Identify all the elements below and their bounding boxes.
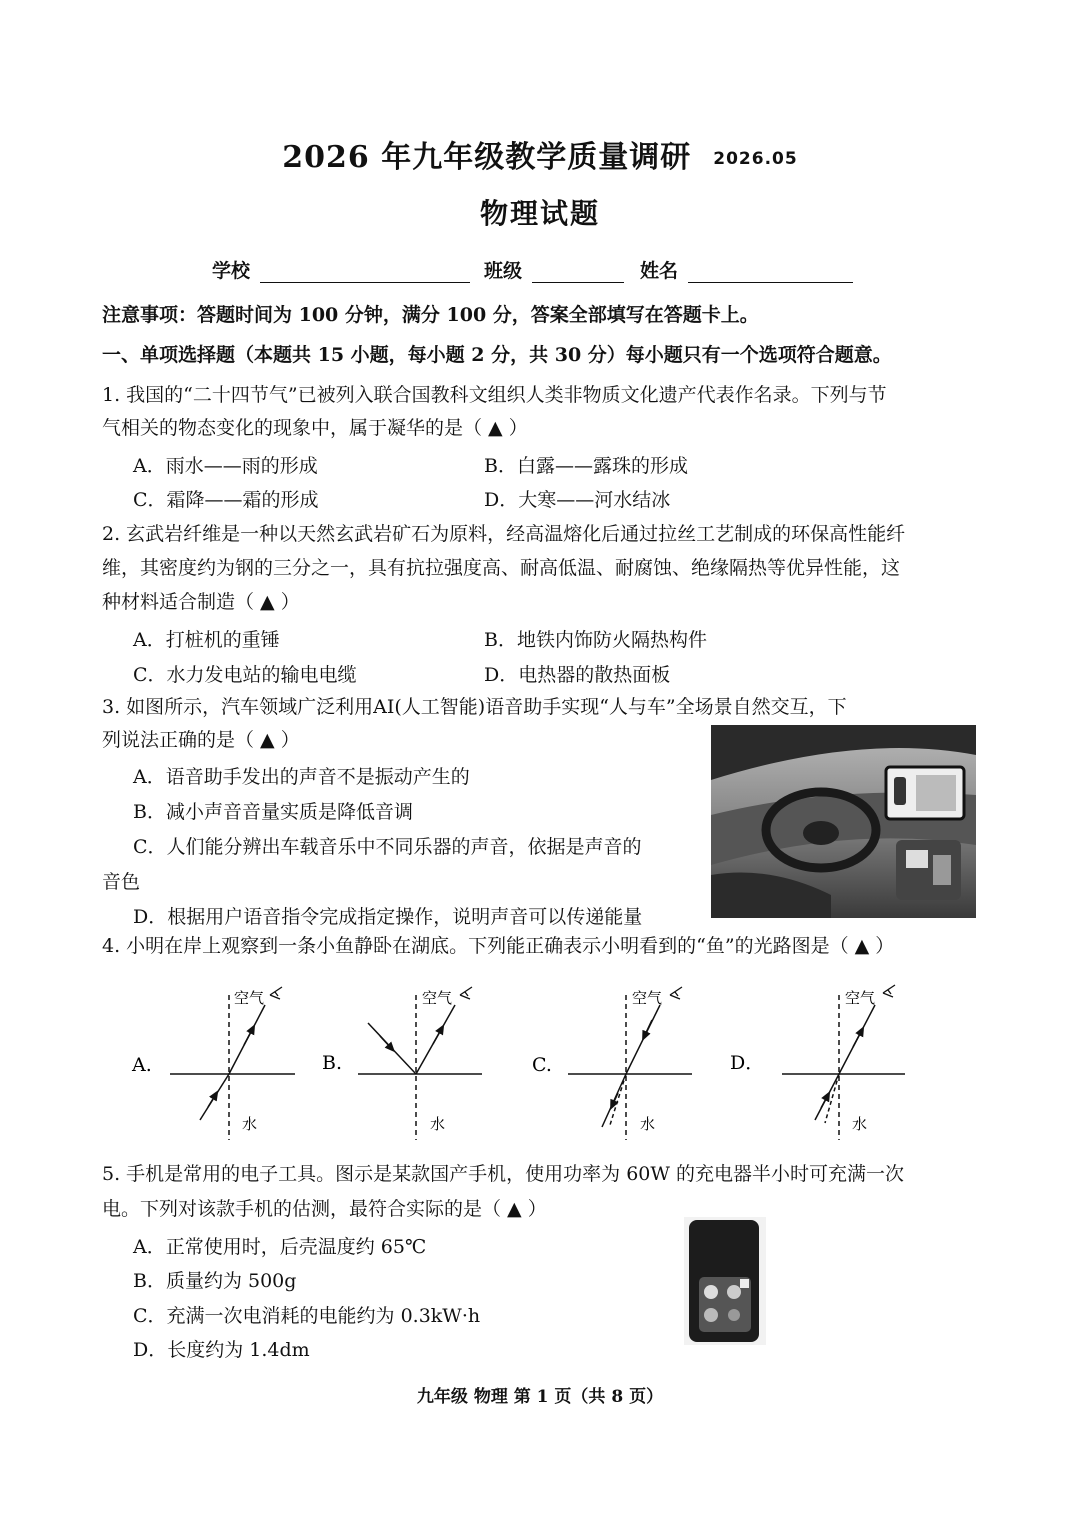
section-heading: 一、单项选择题（本题共 15 小题，每小题 2 分，共 30 分）每小题只有一个选项符合题意。: [102, 344, 892, 366]
diagram-b-air-label: 空气: [422, 989, 453, 1007]
notice-text: 注意事项：答题时间为 100 分钟，满分 100 分，答案全部填写在答题卡上。: [102, 304, 759, 326]
school-field: [212, 256, 470, 283]
q1-option-b[interactable]: B．白露——露珠的形成: [484, 455, 688, 477]
exam-date: 2026.05: [713, 149, 798, 169]
diagram-d-air-label: 空气: [845, 989, 876, 1007]
car-interior-image: [711, 725, 976, 918]
class-field: [484, 256, 624, 283]
diagram-a-air-label: 空气: [234, 989, 265, 1007]
q4-light-path-diagrams: [120, 975, 920, 1145]
diagram-a-label[interactable]: A.: [132, 1054, 152, 1076]
title-text: 2026 年九年级教学质量调研: [282, 140, 692, 175]
q1-line-2: 气相关的物态变化的现象中，属于凝华的是（ ▲ ）: [102, 417, 528, 439]
q2-option-a[interactable]: A．打桩机的重锤: [133, 629, 280, 651]
q2-option-d[interactable]: D．电热器的散热面板: [484, 664, 671, 686]
q1-option-a[interactable]: A．雨水——雨的形成: [133, 455, 318, 477]
q3-option-c[interactable]: C．人们能分辨出车载音乐中不同乐器的声音，依据是声音的: [133, 836, 642, 858]
class-label: 班级: [484, 260, 523, 282]
diagram-c-air-label: 空气: [632, 989, 663, 1007]
school-label: 学校: [212, 260, 251, 282]
q2-line-2: 维，其密度约为钢的三分之一，具有抗拉强度高、耐高低温、耐腐蚀、绝缘隔热等优异性能，这: [102, 557, 901, 579]
q3-option-b[interactable]: B．减小声音音量实质是降低音调: [133, 801, 413, 823]
q1-option-d[interactable]: D．大寒——河水结冰: [484, 489, 671, 511]
diagram-b-water-label: 水: [430, 1115, 446, 1133]
school-blank[interactable]: [260, 264, 470, 283]
diagram-d-label[interactable]: D．: [730, 1052, 765, 1074]
q3-line-1: 3. 如图所示，汽车领域广泛利用AI(人工智能)语音助手实现“人与车”全场景自然交互，下: [102, 696, 847, 718]
q5-option-b[interactable]: B．质量约为 500g: [133, 1270, 297, 1292]
q2-line-1: 2. 玄武岩纤维是一种以天然玄武岩矿石为原料，经高温熔化后通过拉丝工艺制成的环保高性能纤: [102, 523, 906, 545]
q5-option-c[interactable]: C．充满一次电消耗的电能约为 0.3kW·h: [133, 1305, 481, 1327]
diagram-c-water-label: 水: [640, 1115, 656, 1133]
diagram-c-label[interactable]: C.: [532, 1054, 552, 1076]
q5-line-1: 5. 手机是常用的电子工具。图示是某款国产手机，使用功率为 60W 的充电器半小时可充满一次: [102, 1163, 904, 1185]
q2-option-b[interactable]: B．地铁内饰防火隔热构件: [484, 629, 707, 651]
q1-option-c[interactable]: C．霜降——霜的形成: [133, 489, 319, 511]
name-blank[interactable]: [688, 264, 853, 283]
q2-option-c[interactable]: C．水力发电站的输电电缆: [133, 664, 357, 686]
phone-image: [684, 1217, 766, 1345]
q5-option-a[interactable]: A．正常使用时，后壳温度约 65℃: [133, 1236, 427, 1258]
q2-line-3: 种材料适合制造（ ▲ ）: [102, 591, 300, 613]
class-blank[interactable]: [532, 264, 624, 283]
q5-line-2: 电。下列对该款手机的估测，最符合实际的是（ ▲ ）: [102, 1198, 547, 1220]
diagram-a-water-label: 水: [242, 1115, 258, 1133]
exam-subtitle: 物理试题: [479, 197, 600, 230]
diagram-b-label[interactable]: B.: [322, 1052, 343, 1074]
q3-option-d[interactable]: D．根据用户语音指令完成指定操作，说明声音可以传递能量: [133, 906, 643, 928]
name-label: 姓名: [640, 260, 679, 282]
q1-line-1: 1. 我国的“二十四节气”已被列入联合国教科文组织人类非物质文化遗产代表作名录。下列与节: [102, 384, 887, 406]
exam-title: [0, 132, 1080, 176]
page-footer: 九年级 物理 第 1 页（共 8 页）: [416, 1387, 664, 1407]
q4-line-1: 4. 小明在岸上观察到一条小鱼静卧在湖底。下列能正确表示小明看到的“鱼”的光路图是（ ▲ ）: [102, 935, 895, 957]
q3-line-2: 列说法正确的是（ ▲ ）: [102, 729, 300, 751]
q3-option-c-cont: 音色: [102, 871, 141, 893]
q5-option-d[interactable]: D．长度约为 1.4dm: [133, 1339, 310, 1361]
q3-option-a[interactable]: A．语音助手发出的声音不是振动产生的: [133, 766, 470, 788]
name-field: [640, 256, 853, 283]
diagram-d-water-label: 水: [852, 1115, 868, 1133]
